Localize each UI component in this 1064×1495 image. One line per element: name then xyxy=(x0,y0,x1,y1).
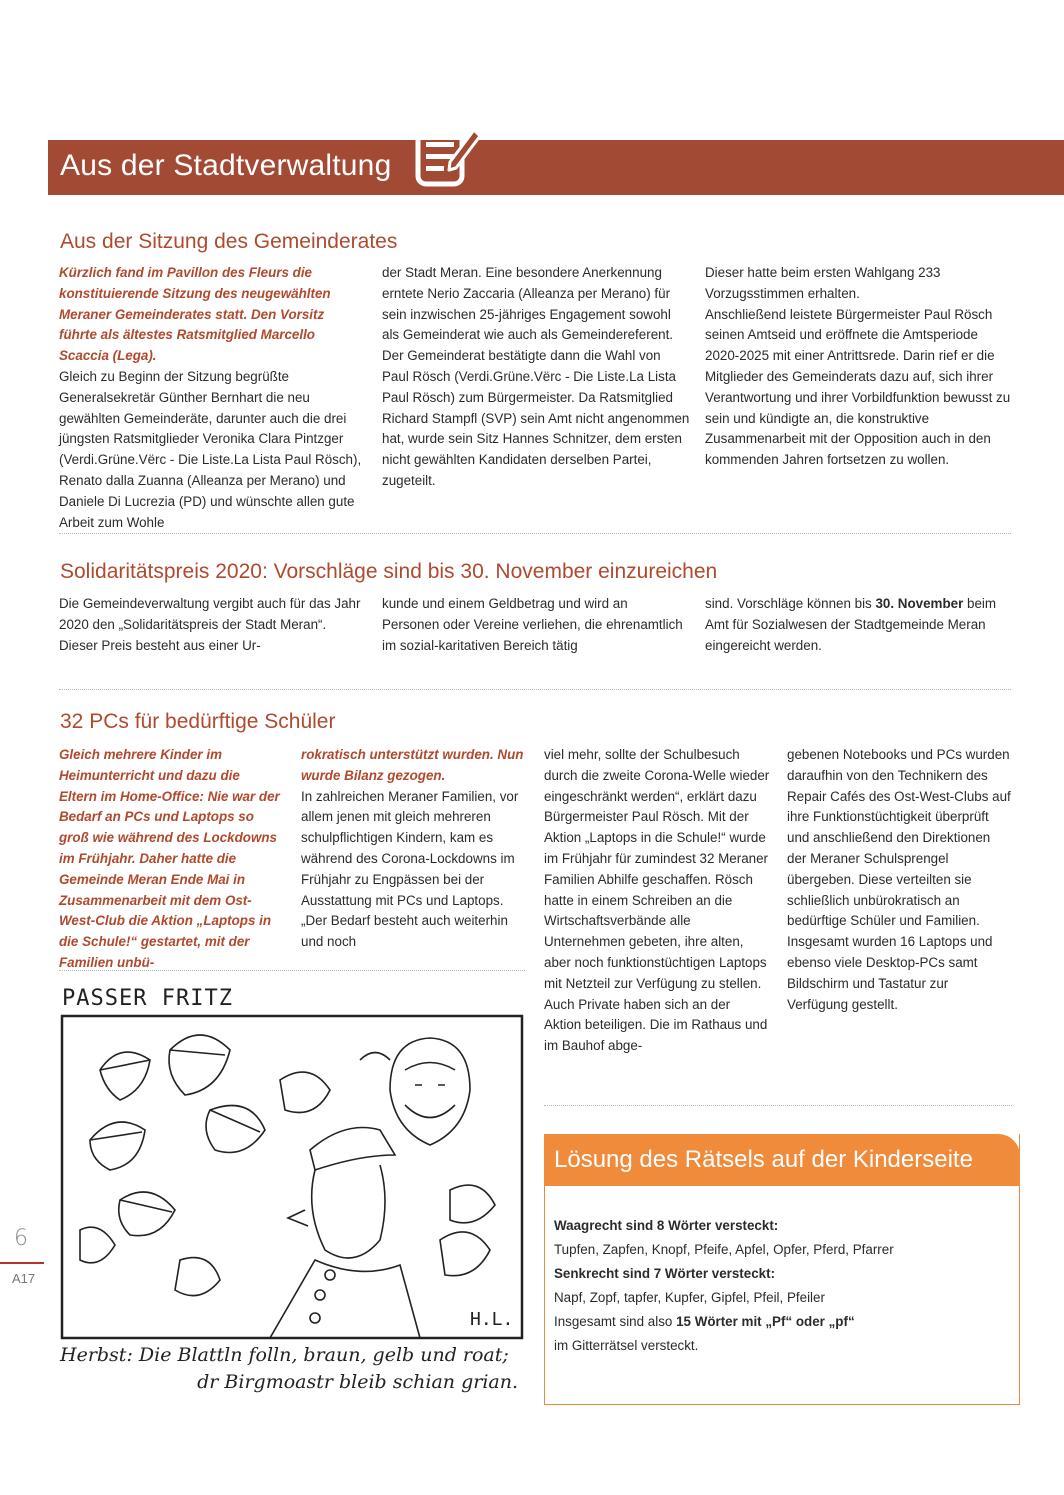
section-banner xyxy=(48,140,1064,195)
page-rule xyxy=(0,1262,44,1264)
article-column xyxy=(382,263,690,492)
article-lead: rokratisch unterstützt wurden. Nun wurde Bilanz gezogen. xyxy=(301,747,524,783)
deadline-date: 30. November xyxy=(875,596,964,611)
article-column xyxy=(705,594,1011,656)
raetsel-total: im Gitterrätsel versteckt. xyxy=(554,1338,699,1353)
article-text: gebenen Notebooks und PCs wurden daraufhin von den Technikern des Repair Cafés des Ost-West-Clubs auf ihre Funktionstüchtigkeit überprüft und anschließend den Direktionen der Meraner Schulsprengel übergeben. Diese verteilten sie schließlich unbürokratisch an bedürftige Schüler und Familien. Insgesamt wurden 16 Laptops und ebenso viele Desktop-PCs samt Bildschirm und Tastatur zur Verfügung gestellt. xyxy=(787,747,1011,1012)
raetsel-box-header xyxy=(544,1134,1020,1186)
article-column xyxy=(787,745,1013,1015)
page-code: A17 xyxy=(12,1271,36,1286)
article-text: sind. Vorschläge können bis 30. November beim Amt für Sozialwesen der Stadtgemeinde Meran eingereicht werden. xyxy=(705,596,997,653)
article-column xyxy=(59,263,365,533)
banner-title: Aus der Stadtverwaltung xyxy=(60,149,392,182)
article-text: Der Gemeinderat bestätigte dann die Wahl von Paul Rösch (Verdi.Grüne.Vërc - Die Liste.La Lista Paul Rösch) zum Bürgermeister. Da Ratsmitglied Richard Stampfl (SVP) sein Amt nicht angenommen hat, wurde sein Sitz Hannes Schnitzer, dem ersten nicht gewählten Kandidaten derselben Partei, zugeteilt. xyxy=(382,348,690,488)
article-lead: Gleich mehrere Kinder im Heimunterricht und dazu die Eltern im Home-Office: Nie war der Bedarf an PCs und Laptops so groß wie während des Lockdowns im Frühjahr. Daher hatte die Gemeinde Meran Ende Mai in Zusammenarbeit mit dem Ost-West-Club die Aktion „Laptops in die Schule!“ gestartet, mit der Familien unbü- xyxy=(59,747,280,970)
cartoon xyxy=(60,980,525,1400)
raetsel-total: Insgesamt sind also 15 Wörter mit „Pf“ oder „pf“ xyxy=(554,1314,855,1329)
article-text: Dieser hatte beim ersten Wahlgang 233 Vorzugsstimmen erhalten. xyxy=(705,265,941,301)
section-heading-solidaritaetspreis: Solidaritätspreis 2020: Vorschläge sind bis 30. November einzureichen xyxy=(60,560,718,583)
article-text: Die Gemeindeverwaltung vergibt auch für das Jahr 2020 den „Solidaritätspreis der Stadt Meran“. Dieser Preis besteht aus einer Ur- xyxy=(59,596,361,653)
cartoon-caption xyxy=(60,1342,518,1396)
article-column xyxy=(544,745,770,1057)
raetsel-heading: Waagrecht sind 8 Wörter versteckt: xyxy=(554,1218,779,1233)
section-heading-gemeinderat: Aus der Sitzung des Gemeinderates xyxy=(60,230,398,253)
divider xyxy=(59,689,1011,690)
section-heading-pcs: 32 PCs für bedürftige Schüler xyxy=(60,710,336,733)
raetsel-box-title: Lösung des Rätsels auf der Kinderseite xyxy=(554,1146,973,1173)
article-text: der Stadt Meran. Eine besondere Anerkennung erntete Nerio Zaccaria (Alleanza per Merano) für sein inzwischen 25-jähriges Engagement sowohl als Gemeinderat wie auch als Gemeindereferent. xyxy=(382,265,674,343)
raetsel-solution-box xyxy=(544,1134,1020,1405)
divider xyxy=(59,533,1011,534)
raetsel-words: Napf, Zopf, tapfer, Kupfer, Gipfel, Pfeil, Pfeiler xyxy=(554,1290,825,1305)
article-column xyxy=(59,594,365,656)
article-text: Anschließend leistete Bürgermeister Paul Rösch seinen Amtseid und eröffnete die Amtsperiode 2020-2025 mit einer Antrittsrede. Darin rief er die Mitglieder des Gemeinderats dazu auf, sich ihrer Verantwortung und ihrer Vorbildfunktion bewusst zu sein und kündigte an, die konstruktive Zusammenarbeit mit der Opposition auch in den kommenden Jahren fortsetzen zu wollen. xyxy=(705,306,1011,468)
divider xyxy=(544,1105,1012,1106)
raetsel-heading: Senkrecht sind 7 Wörter versteckt: xyxy=(554,1266,776,1281)
article-column xyxy=(705,263,1015,471)
article-column xyxy=(382,594,688,656)
article-text: kunde und einem Geldbetrag und wird an Personen oder Vereine verliehen, die ehrenamtlich im sozial-karitativen Bereich tätig xyxy=(382,596,683,653)
article-lead: Kürzlich fand im Pavillon des Fleurs die konstituierende Sitzung des neugewählten Meraner Gemeinderates statt. Den Vorsitz führte als ältestes Ratsmitglied Marcello Scaccia (Lega). xyxy=(59,265,331,364)
caption-line: dr Birgmoastr bleib schian grian. xyxy=(197,1371,518,1393)
article-text: In zahlreichen Meraner Familien, vor allem jenen mit gleich mehreren schulpflichtigen Kindern, kam es während des Corona-Lockdowns im Frühjahr zu Engpässen bei der Ausstattung mit PCs und Laptops. „Der Bedarf besteht auch weiterhin und noch xyxy=(301,788,519,950)
article-text: viel mehr, sollte der Schulbesuch durch die zweite Corona-Welle wieder eingeschränkt werden“, erklärt dazu Bürgermeister Paul Rösch. Mit der Aktion „Laptops in die Schule!“ wurde im Frühjahr für zumindest 32 Meraner Familien Abhilfe geschaffen. Rösch hatte in einem Schreiben an die Wirtschaftsverbände alle Unternehmen gebeten, ihre alten, aber noch funktionstüchtigen Laptops mit Netzteil zur Verfügung zu stellen. Auch Private haben sich an der Aktion beteiligen. Die im Rathaus und im Bauhof abge- xyxy=(544,747,770,1054)
raetsel-box-body xyxy=(554,1214,1014,1358)
cartoon-title: PASSER FRITZ xyxy=(62,986,233,1011)
page-number: 6 xyxy=(14,1226,28,1251)
article-text: Gleich zu Beginn der Sitzung begrüßte Generalsekretär Günther Bernhart die neu gewählten Gemeinderäte, darunter auch die drei jüngsten Ratsmitglieder Veronika Clara Pintzger (Verdi.Grüne.Vërc - Die Liste.La Lista Paul Rösch), Renato dalla Zuanna (Alleanza per Merano) und Daniele Di Lucrezia (PD) und wünschte allen gute Arbeit zum Wohle xyxy=(59,368,362,530)
notepad-pencil-icon xyxy=(414,110,486,192)
article-column xyxy=(301,745,527,953)
article-column xyxy=(59,745,281,974)
cartoon-signature: H.L. xyxy=(470,1309,514,1330)
cartoon-drawing xyxy=(60,980,525,1340)
divider xyxy=(59,970,525,971)
raetsel-words: Tupfen, Zapfen, Knopf, Pfeife, Apfel, Opfer, Pferd, Pfarrer xyxy=(554,1242,894,1257)
caption-line: Herbst: Die Blattln folln, braun, gelb und roat; xyxy=(60,1344,509,1366)
